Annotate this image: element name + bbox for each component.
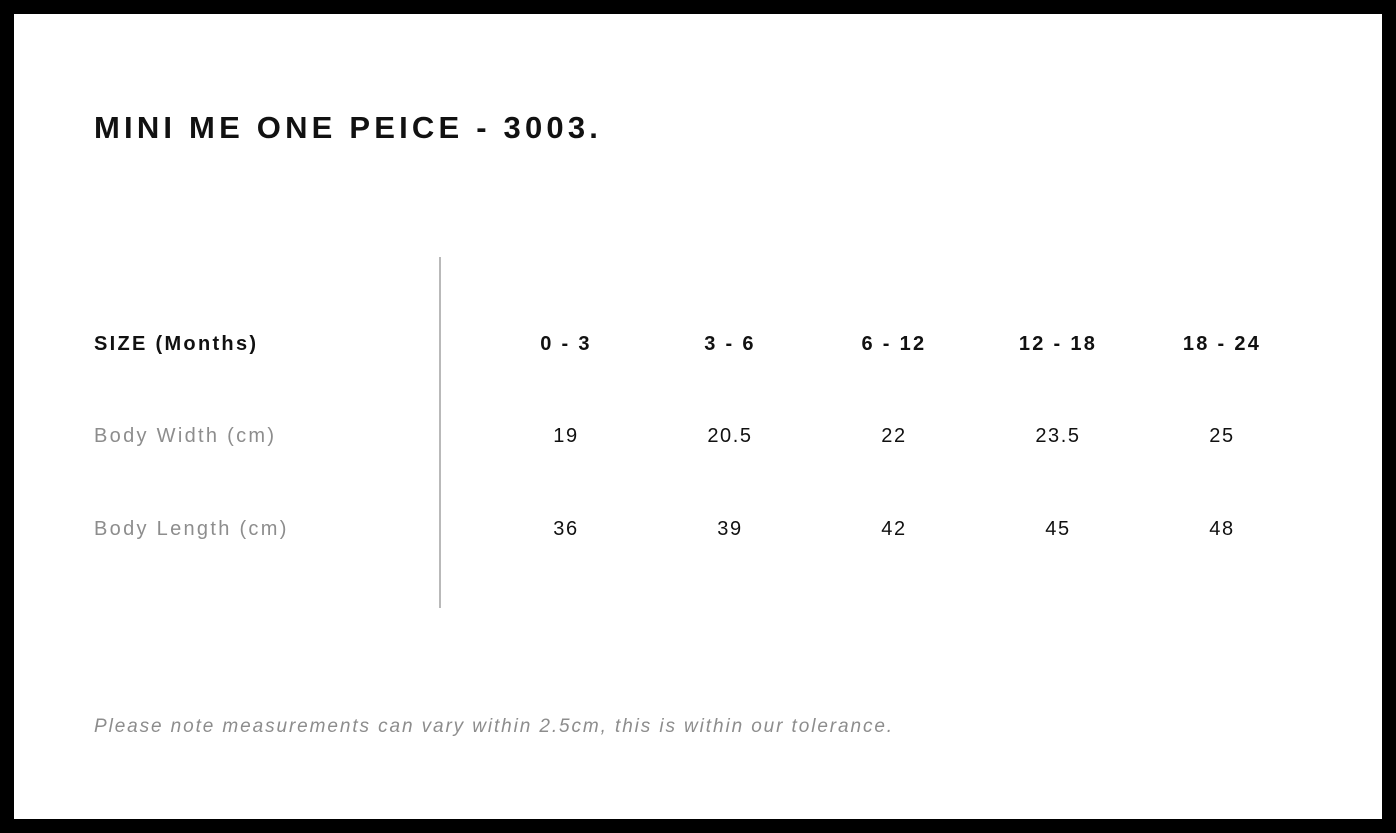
cell-body-length-12-18: 45 — [1045, 518, 1071, 540]
cell-body-width-0-3: 19 — [553, 425, 579, 447]
cell-body-width-12-18: 23.5 — [1035, 425, 1081, 447]
column-header-2: 6 - 12 — [861, 333, 927, 355]
page-title: MINI ME ONE PEICE - 3003. — [94, 110, 603, 145]
cell-body-length-6-12: 42 — [881, 518, 907, 540]
column-header-4: 18 - 24 — [1182, 333, 1262, 355]
table-row-header-label: SIZE (Months) — [94, 333, 259, 355]
column-header-3: 12 - 18 — [1018, 333, 1098, 355]
size-chart-page — [14, 14, 1382, 819]
cell-body-length-0-3: 36 — [553, 518, 579, 540]
column-header-0: 0 - 3 — [540, 333, 592, 355]
row-label-body-length: Body Length (cm) — [94, 518, 289, 540]
cell-body-length-18-24: 48 — [1209, 518, 1235, 540]
size-chart-table — [14, 14, 1382, 819]
cell-body-length-3-6: 39 — [717, 518, 743, 540]
tolerance-note: Please note measurements can vary within 2.5cm, this is within our tolerance. — [94, 716, 894, 737]
table-row — [14, 509, 1382, 549]
row-label-body-width: Body Width (cm) — [94, 425, 277, 447]
cell-body-width-6-12: 22 — [881, 425, 907, 447]
table-header-row — [14, 324, 1382, 364]
column-header-1: 3 - 6 — [704, 333, 756, 355]
cell-body-width-18-24: 25 — [1209, 425, 1235, 447]
cell-body-width-3-6: 20.5 — [707, 425, 753, 447]
table-row — [14, 416, 1382, 456]
